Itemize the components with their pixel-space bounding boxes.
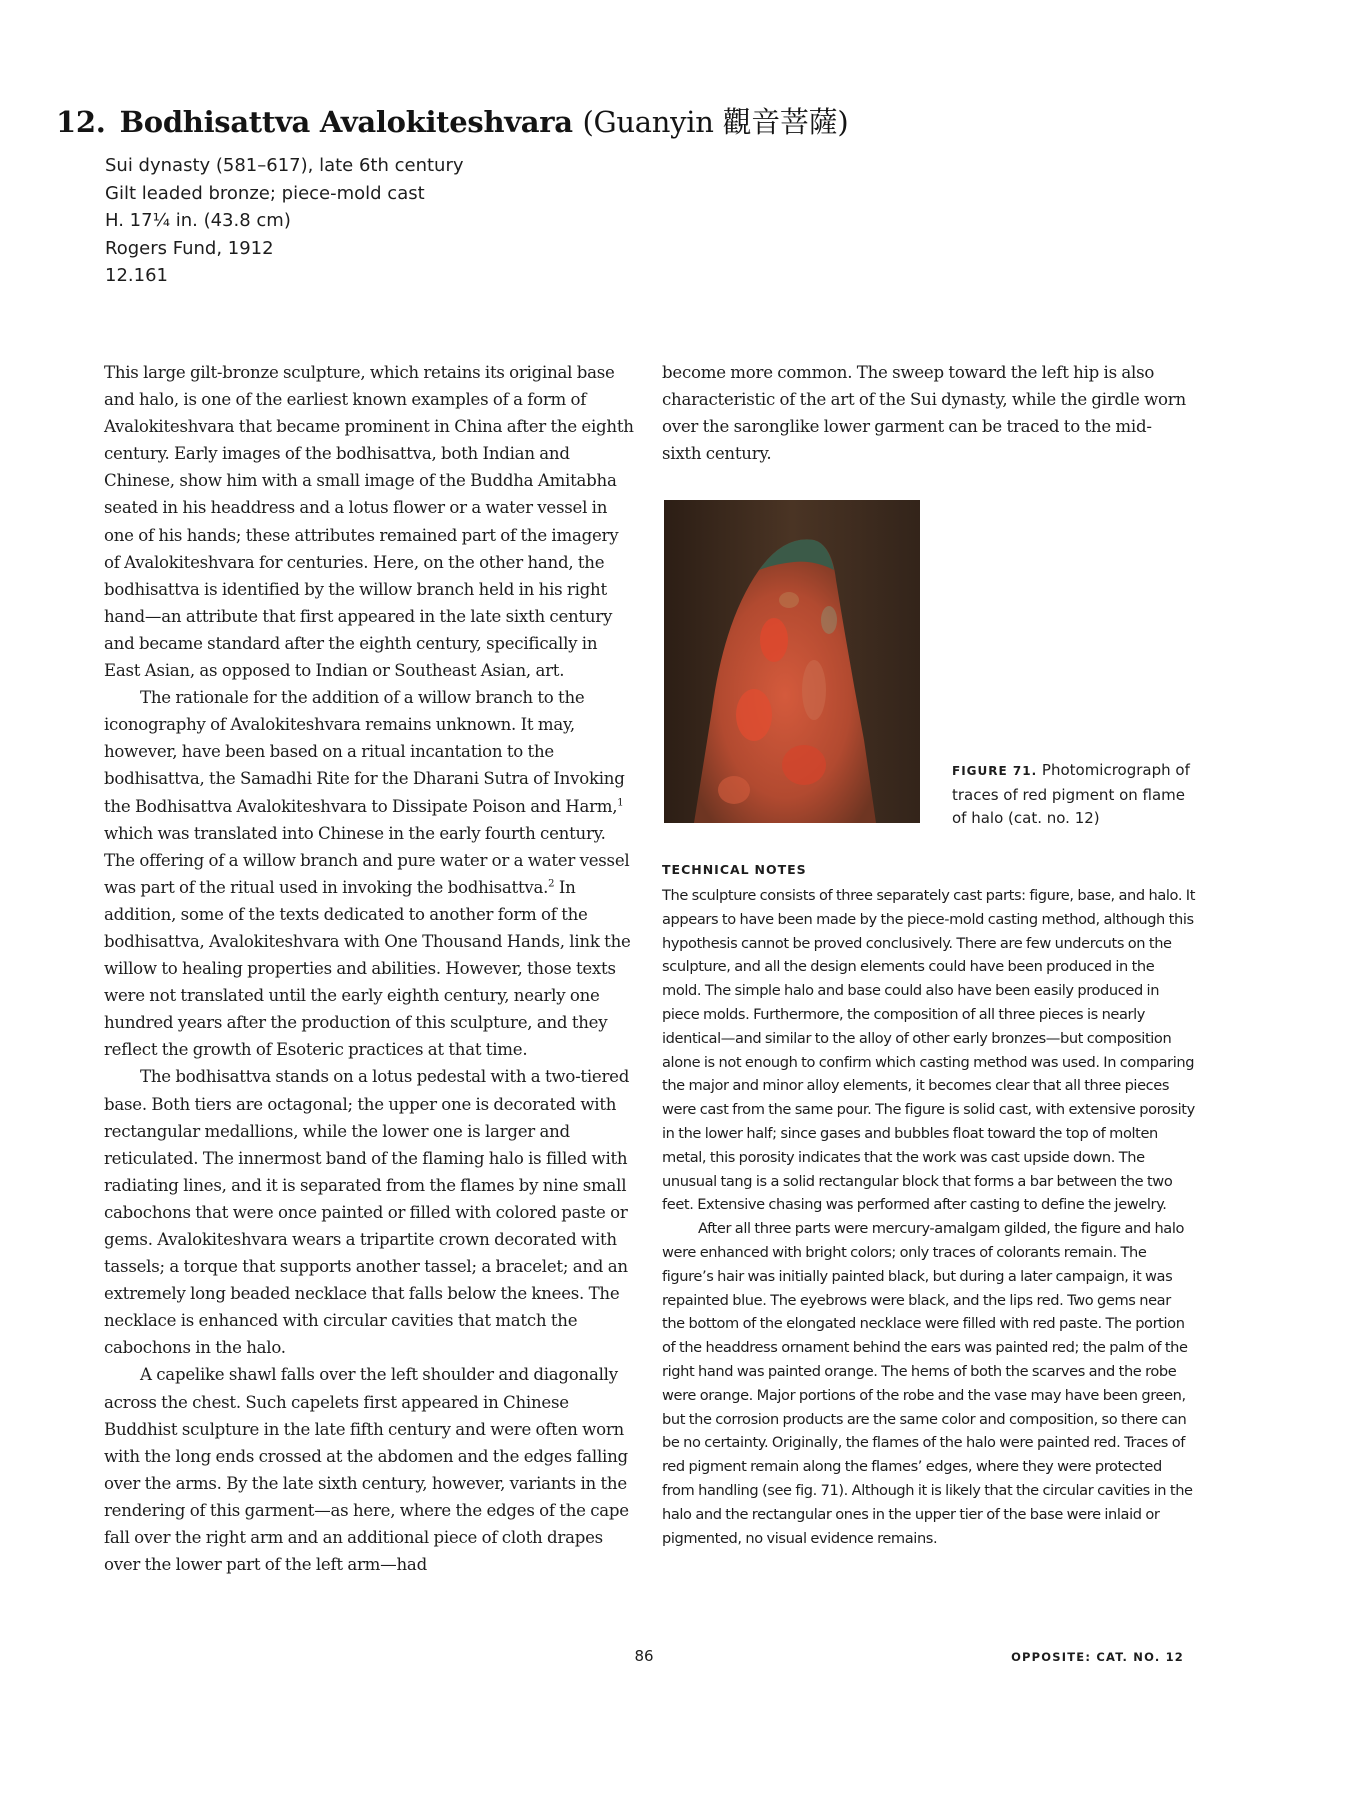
essay-text: The rationale for the addition of a willow branch to the iconography of Avalokiteshvara remains unknown. It may, however, have been based on a ritual incantation to the bodhisattva, the Samadhi Rite for the Dharani Sutra of Invoking the Bodhisattva Avalokiteshvara to Dissipate Poison and Harm,	[104, 688, 625, 816]
technical-notes-heading: TECHNICAL NOTES	[662, 862, 807, 877]
technical-paragraph: After all three parts were mercury-amalgam gilded, the figure and halo were enhanced with bright colors; only traces of colorants remain. The figure’s hair was initially painted black, but during a later campaign, it was repainted blue. The eyebrows were black, and the lips red. Two gems near the bottom of the elongated necklace were filled with red paste. The portion of the headdress ornament behind the ears was painted red; the palm of the right hand was painted orange. The hems of both the scarves and the robe were orange. Major portions of the robe and the vase may have been green, but the corrosion products are the same color and composition, so there can be no certainty. Originally, the flames of the halo were painted red. Traces of red pigment remain along the flames’ edges, where they were protected from handling (see fig. 71). Although it is likely that the circular cavities in the halo and the rectangular ones in the upper tier of the base were inlaid or pigmented, no visual evidence remains.	[662, 1220, 1193, 1547]
essay-paragraph-continued: become more common. The sweep toward the left hip is also characteristic of the art of the Sui dynasty, while the girdle worn over the saronglike lower garment can be traced to the mid-sixth century.	[662, 363, 1186, 464]
meta-accession-number: 12.161	[105, 265, 168, 286]
essay-column-left	[104, 359, 636, 1578]
figure-caption-text: Photomicrograph of traces of red pigment on flame of halo (cat. no. 12)	[952, 761, 1190, 827]
entry-title	[56, 104, 1296, 140]
technical-paragraph: The sculpture consists of three separately cast parts: figure, base, and halo. It appears to have been made by the piece-mold casting method, although this hypothesis cannot be proved conclusively. There are few undercuts on the sculpture, and all the design elements could have been produced in the mold. The simple halo and base could also have been easily produced in piece molds. Furthermore, the composition of all three pieces is nearly identical—and similar to the alloy of other early bronzes—but composition alone is not enough to confirm which casting method was used. In comparing the major and minor alloy elements, it becomes clear that all three pieces were cast from the same pour. The figure is solid cast, with extensive porosity in the lower half; since gases and bubbles float toward the top of molten metal, this porosity indicates that the work was cast upside down. The unusual tang is a solid rectangular block that forms a bar between the two feet. Extensive chasing was performed after casting to define the jewelry.	[662, 887, 1196, 1214]
meta-date: Sui dynasty (581–617), late 6th century	[105, 155, 464, 176]
essay-text: which was translated into Chinese in the early fourth century. The offering of a willow branch and pure water or a water vessel was part of the ritual used in invoking the bodhisattva.	[104, 823, 630, 897]
entry-title-text: Bodhisattva Avalokiteshvara	[119, 105, 573, 139]
figure-label: FIGURE 71.	[952, 764, 1038, 778]
essay-paragraph: This large gilt-bronze sculpture, which retains its original base and halo, is one of the earliest known examples of a form of Avalokiteshvara that became prominent in China after the eighth century. Early images of the bodhisattva, both Indian and Chinese, show him with a small image of the Buddha Amitabha seated in his headdress and a lotus flower or a water vessel in one of his hands; these attributes remained part of the imagery of Avalokiteshvara for centuries. Here, on the other hand, the bodhisattva is identified by the willow branch held in his right hand—an attribute that first appeared in the late sixth century and became standard after the eighth century, specifically in East Asian, as opposed to Indian or Southeast Asian, art.	[104, 363, 634, 681]
opposite-caption: OPPOSITE: CAT. NO. 12	[1011, 1650, 1184, 1664]
photomicrograph-image	[664, 500, 920, 823]
meta-dimensions: H. 17¼ in. (43.8 cm)	[105, 210, 291, 231]
essay-paragraph: The bodhisattva stands on a lotus pedestal with a two-tiered base. Both tiers are octagonal; the upper one is decorated with rectangular medallions, while the lower one is larger and reticulated. The innermost band of the flaming halo is filled with radiating lines, and it is separated from the flames by nine small cabochons that were once painted or filled with colored paste or gems. Avalokiteshvara wears a tripartite crown decorated with tassels; a torque that supports another tassel; a bracelet; and an extremely long beaded necklace that falls below the knees. The necklace is enhanced with circular cavities that match the cabochons in the halo.	[104, 1067, 630, 1358]
technical-notes	[662, 860, 1196, 1550]
figure-caption	[952, 759, 1192, 831]
entry-number: 12.	[56, 105, 106, 139]
essay-column-right	[662, 359, 1190, 467]
photomicrograph-drawing	[664, 500, 920, 823]
meta-medium: Gilt leaded bronze; piece-mold cast	[105, 182, 425, 204]
essay-text: In addition, some of the texts dedicated to another form of the bodhisattva, Avalokiteshvara with One Thousand Hands, link the willow to healing properties and abilities. However, those texts were not translated until the early eighth century, nearly one hundred years after the production of this sculpture, and they reflect the growth of Esoteric practices at that time.	[104, 877, 631, 1060]
essay-paragraph	[104, 684, 636, 1063]
footnote-marker[interactable]: 1	[617, 796, 624, 808]
page-number: 86	[634, 1647, 654, 1665]
essay-paragraph: A capelike shawl falls over the left shoulder and diagonally across the chest. Such capelets first appeared in Chinese Buddhist sculpture in the late fifth century and were often worn with the long ends crossed at the abdomen and the edges falling over the arms. By the late sixth century, however, variants in the rendering of this garment—as here, where the edges of the cape fall over the right arm and an additional piece of cloth drapes over the lower part of the left arm—had	[104, 1365, 629, 1575]
meta-credit-line: Rogers Fund, 1912	[105, 237, 274, 259]
catalogue-header	[56, 104, 1296, 290]
footnote-marker[interactable]: 2	[548, 878, 555, 890]
entry-subtitle: (Guanyin 觀音菩薩)	[582, 105, 849, 139]
object-metadata	[105, 152, 1296, 290]
